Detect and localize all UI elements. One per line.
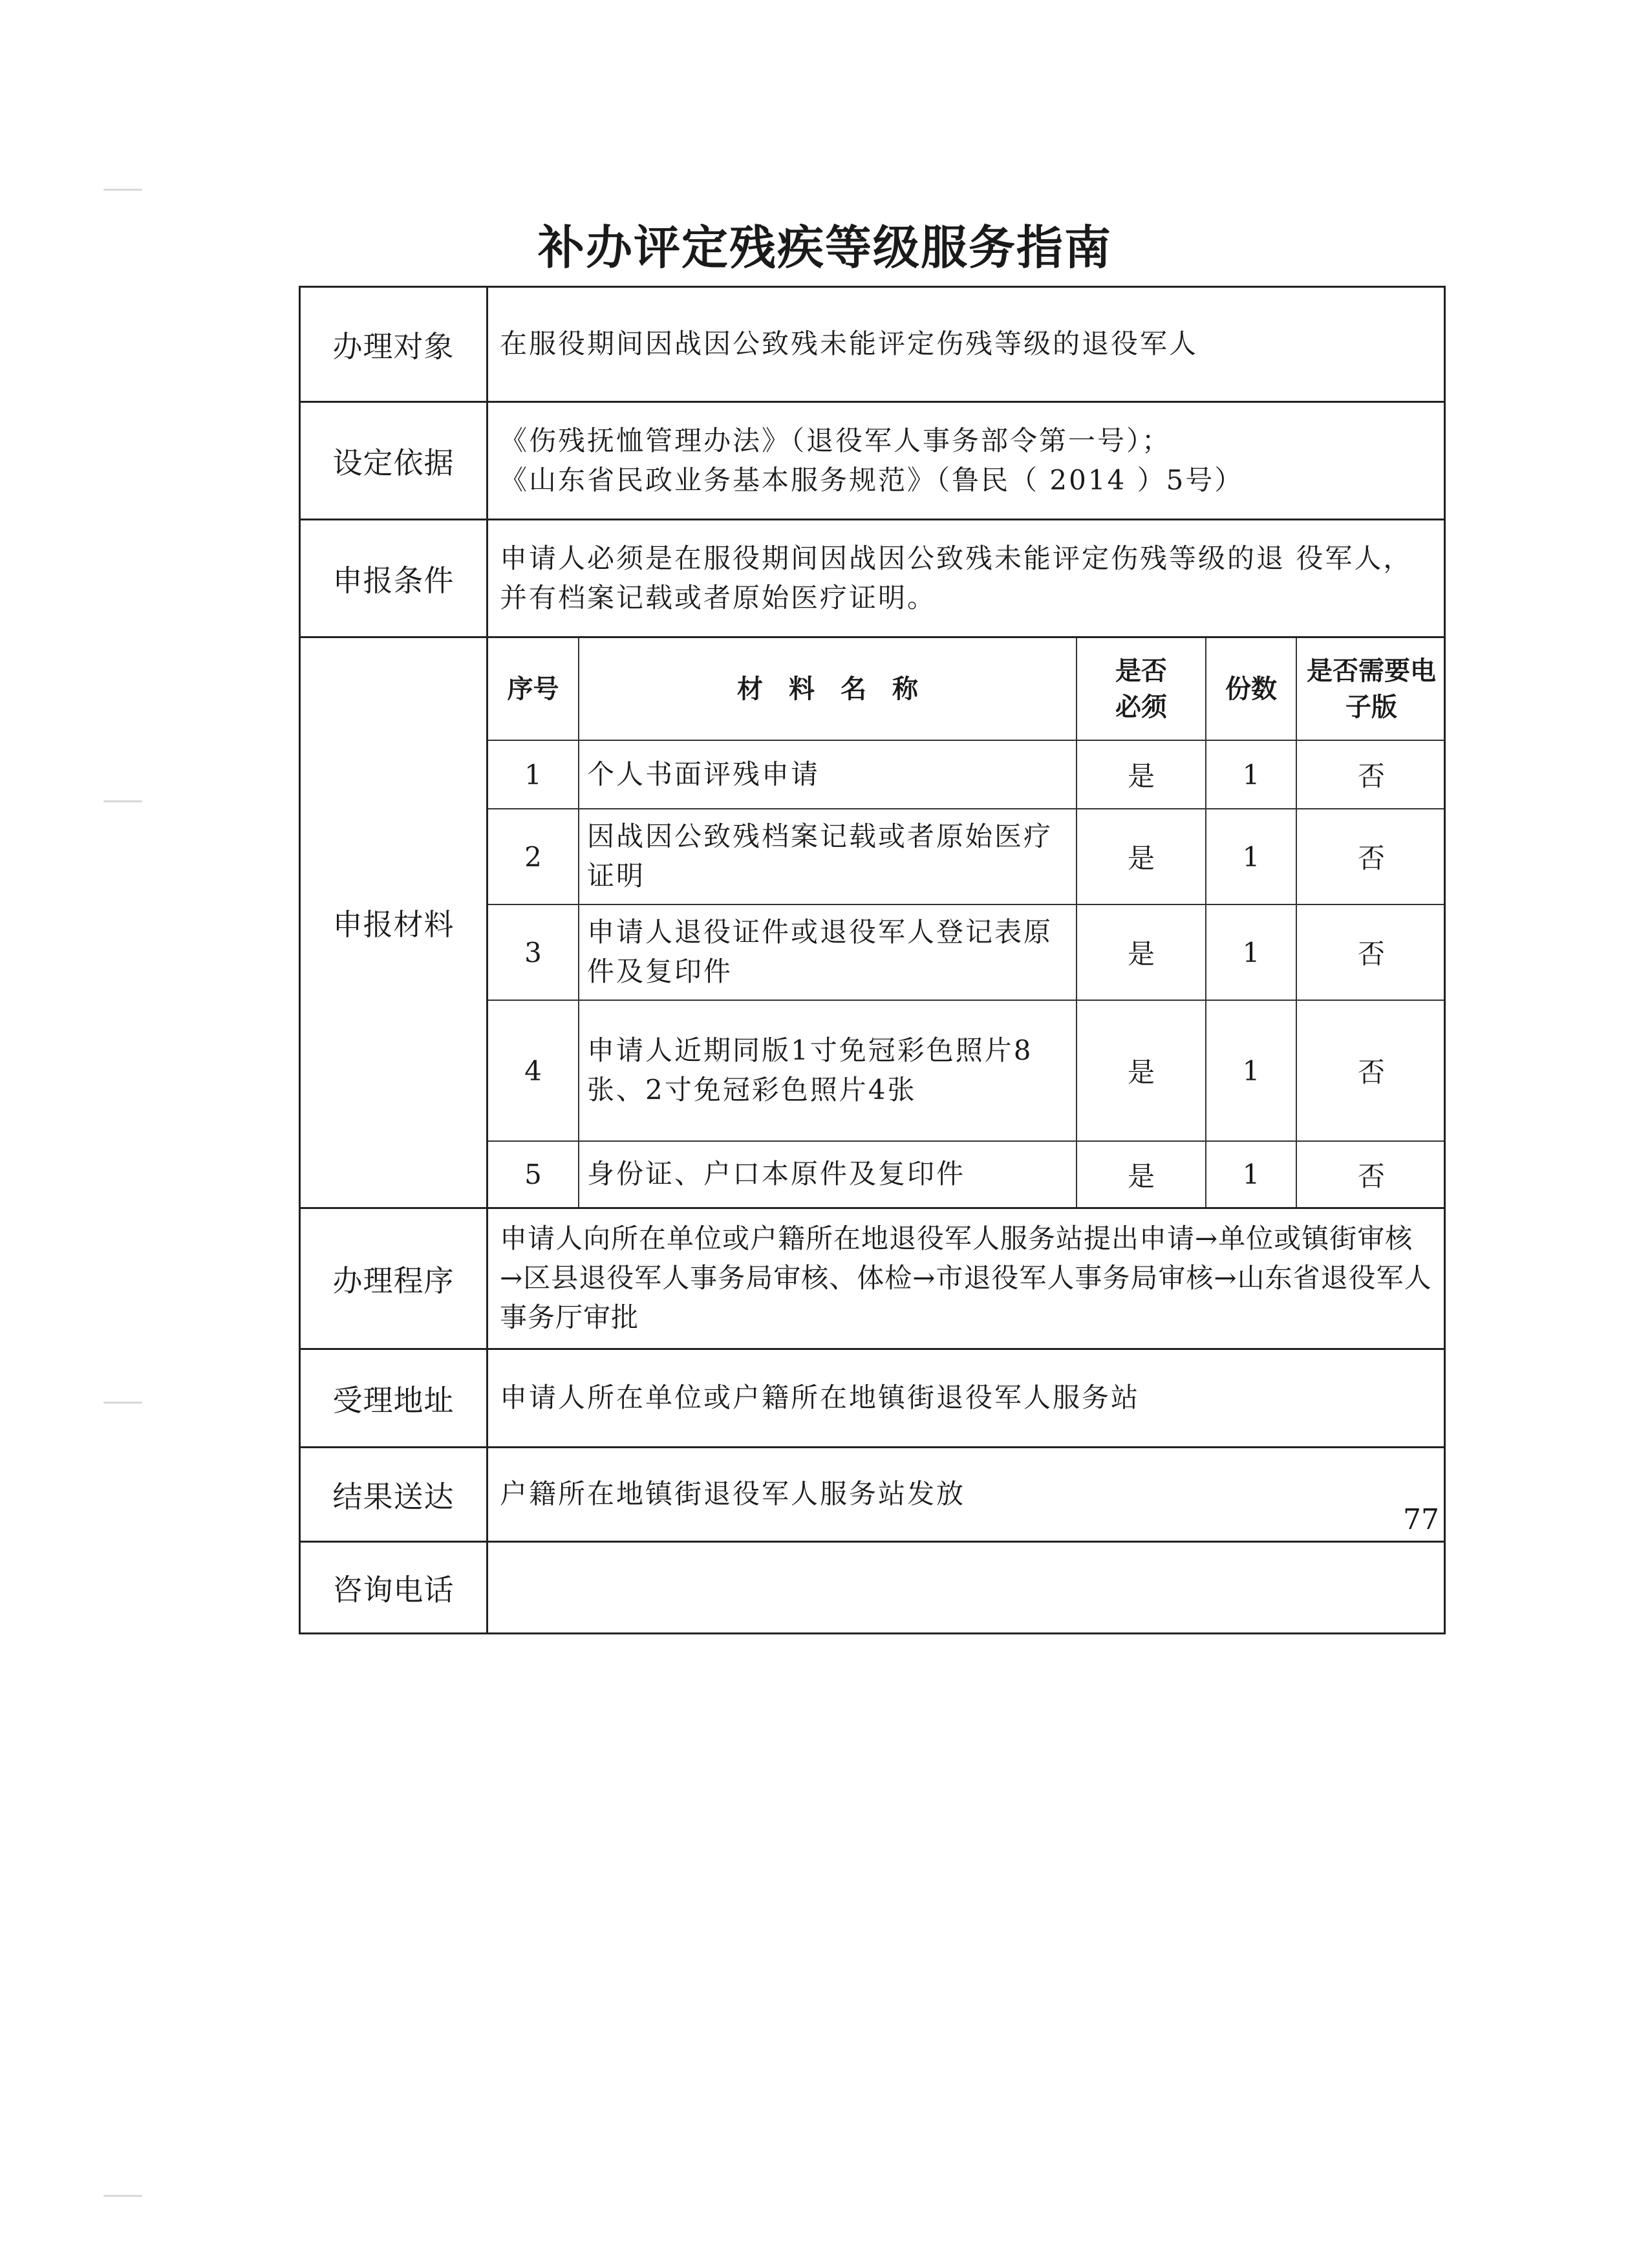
row-procedure (300, 1208, 1445, 1349)
header-electronic: 是否需要电子版 (1296, 638, 1446, 740)
value-conditions: 申请人必须是在服役期间因战因公致残未能评定伤残等级的退 役军人，并有档案记载或者原始医疗证明。 (488, 520, 1445, 637)
label-procedure: 办理程序 (300, 1208, 488, 1349)
value-target: 在服役期间因战因公致残未能评定伤残等级的退役军人 (488, 287, 1445, 402)
materials-table (488, 638, 1446, 1207)
item-no: 3 (488, 904, 579, 1000)
row-materials (300, 637, 1445, 1208)
label-target: 办理对象 (300, 287, 488, 402)
item-name: 身份证、户口本原件及复印件 (579, 1141, 1077, 1207)
label-result: 结果送达 (300, 1448, 488, 1542)
item-electronic: 否 (1296, 809, 1446, 904)
header-no: 序号 (488, 638, 579, 740)
item-required: 是 (1077, 1000, 1206, 1141)
item-electronic: 否 (1296, 740, 1446, 809)
item-name: 申请人近期同版1寸免冠彩色照片8张、2寸免冠彩色照片4张 (579, 1000, 1077, 1141)
item-electronic: 否 (1296, 1141, 1446, 1207)
row-address (300, 1349, 1445, 1448)
page-title: 补办评定残疾等级服务指南 (537, 220, 1112, 275)
row-basis (300, 402, 1445, 520)
item-required: 是 (1077, 904, 1206, 1000)
item-name: 因战因公致残档案记载或者原始医疗证明 (579, 809, 1077, 904)
item-copies: 1 (1206, 904, 1296, 1000)
materials-cell (488, 637, 1445, 1208)
value-result: 户籍所在地镇街退役军人服务站发放 (488, 1448, 1445, 1542)
basis-line: 《山东省民政业务基本服务规范》（鲁民（ 2014 ）5号） (500, 464, 1244, 496)
item-required: 是 (1077, 809, 1206, 904)
item-electronic: 否 (1296, 904, 1446, 1000)
scan-mark (103, 2195, 142, 2197)
item-electronic: 否 (1296, 1000, 1446, 1141)
page-number: 77 (1403, 1503, 1439, 1536)
header-copies: 份数 (1206, 638, 1296, 740)
item-copies: 1 (1206, 740, 1296, 809)
item-copies: 1 (1206, 1141, 1296, 1207)
label-basis: 设定依据 (300, 402, 488, 520)
value-address: 申请人所在单位或户籍所在地镇街退役军人服务站 (488, 1349, 1445, 1448)
label-materials: 申报材料 (300, 637, 488, 1208)
label-conditions: 申报条件 (300, 520, 488, 637)
item-required: 是 (1077, 740, 1206, 809)
materials-header-row (488, 638, 1446, 740)
item-no: 2 (488, 809, 579, 904)
item-copies: 1 (1206, 809, 1296, 904)
row-target (300, 287, 1445, 402)
item-no: 5 (488, 1141, 579, 1207)
basis-line: 《伤残抚恤管理办法》（退役军人事务部令第一号）； (500, 424, 1172, 456)
scan-mark (103, 800, 142, 802)
header-name: 材 料 名 称 (579, 638, 1077, 740)
row-phone (300, 1542, 1445, 1634)
item-no: 4 (488, 1000, 579, 1141)
label-phone: 咨询电话 (300, 1542, 488, 1634)
item-copies: 1 (1206, 1000, 1296, 1141)
value-procedure: 申请人向所在单位或户籍所在地退役军人服务站提出申请→单位或镇街审核→区县退役军人事务局审核、体检→市退役军人事务局审核→山东省退役军人事务厅审批 (488, 1208, 1445, 1349)
value-basis (488, 402, 1445, 520)
scan-mark (103, 189, 142, 191)
row-conditions (300, 520, 1445, 637)
item-name: 申请人退役证件或退役军人登记表原件及复印件 (579, 904, 1077, 1000)
item-name: 个人书面评残申请 (579, 740, 1077, 809)
table-row (488, 740, 1446, 809)
service-guide-table (299, 286, 1446, 1634)
item-no: 1 (488, 740, 579, 809)
table-row (488, 1000, 1446, 1141)
table-row (488, 904, 1446, 1000)
header-required: 是否必须 (1077, 638, 1206, 740)
row-result (300, 1448, 1445, 1542)
item-required: 是 (1077, 1141, 1206, 1207)
table-row (488, 809, 1446, 904)
value-phone (488, 1542, 1445, 1634)
scan-mark (103, 1402, 142, 1404)
table-row (488, 1141, 1446, 1207)
label-address: 受理地址 (300, 1349, 488, 1448)
